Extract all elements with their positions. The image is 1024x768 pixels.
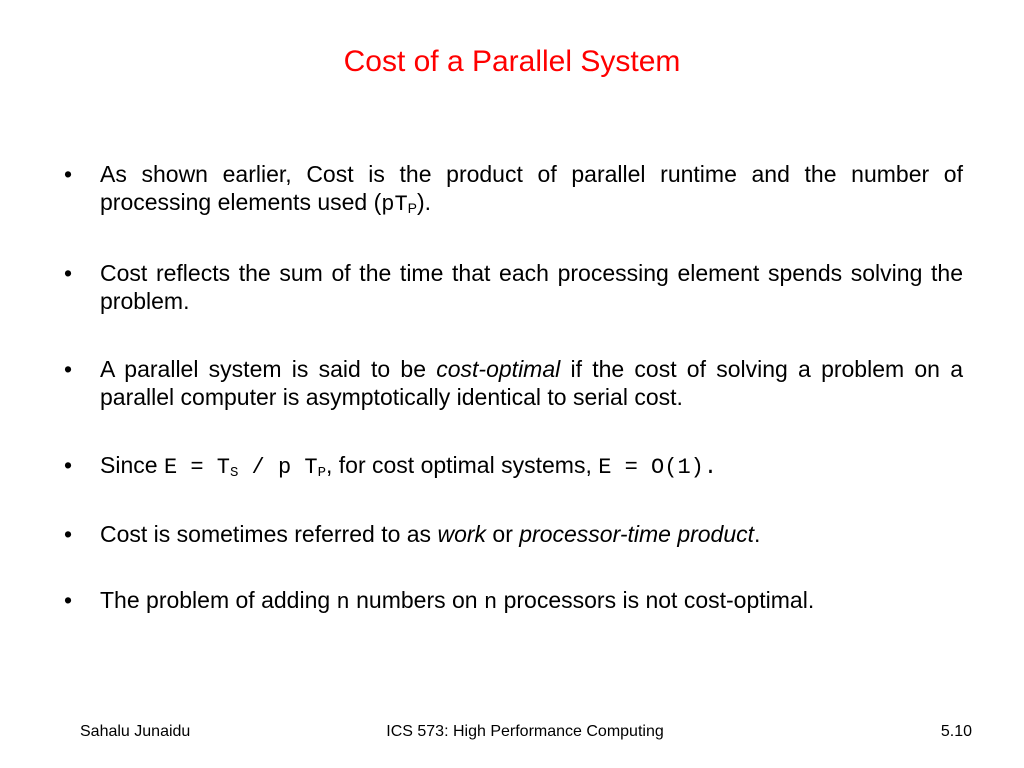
bullet-text: The problem of adding (100, 587, 337, 613)
bullet-text: numbers on (349, 587, 484, 613)
code-big-o: E = O(1). (598, 455, 718, 480)
footer-page-number: 5.10 (940, 723, 972, 740)
slide-title: Cost of a Parallel System (343, 45, 681, 78)
footer-author: Sahalu Junaidu (80, 723, 191, 740)
bullet-text: ). (417, 189, 432, 215)
bullet-marker: • (63, 521, 73, 547)
code-divisor: / p T (238, 455, 318, 480)
bullet-item (58, 586, 963, 617)
subscript-P: P (407, 200, 418, 216)
bullet-list (58, 160, 963, 657)
subscript-P: P (317, 465, 326, 481)
code-n: n (336, 590, 350, 615)
bullet-text: As shown earlier, Cost is the product of parallel runtime and the number of processing elements used ( (100, 161, 963, 215)
code-p: p (381, 192, 395, 217)
bullet-marker: • (63, 260, 73, 286)
emphasis-cost-optimal: cost-optimal (436, 356, 561, 382)
code-n: n (484, 590, 498, 615)
bullet-text: or (486, 521, 520, 547)
bullet-marker: • (63, 161, 73, 187)
bullet-text: processors is not cost-optimal. (497, 587, 815, 613)
bullet-item (58, 160, 963, 219)
bullet-marker: • (63, 452, 73, 478)
bullet-item (58, 520, 963, 548)
bullet-text: if the cost of solving a problem on a parallel computer is asymptotically identical to serial cost. (100, 356, 963, 410)
bullet-text: . (754, 521, 761, 547)
code-T: T (394, 192, 408, 217)
subscript-S: S (229, 465, 239, 481)
bullet-text: , for cost optimal systems, (325, 452, 599, 478)
bullet-marker: • (63, 356, 73, 382)
emphasis-work: work (437, 521, 487, 547)
bullet-item (58, 259, 963, 315)
bullet-text: Since (100, 452, 164, 478)
code-efficiency: E = T (163, 455, 230, 480)
bullet-item (58, 355, 963, 411)
bullet-text: Cost reflects the sum of the time that each processing element spends solving the problem. (100, 260, 963, 314)
bullet-text: Cost is sometimes referred to as (100, 521, 438, 547)
footer-course: ICS 573: High Performance Computing (386, 723, 664, 740)
bullet-marker: • (63, 587, 73, 613)
bullet-text: A parallel system is said to be (100, 356, 437, 382)
bullet-item (58, 451, 963, 482)
emphasis-processor-time-product: processor-time product (519, 521, 755, 547)
